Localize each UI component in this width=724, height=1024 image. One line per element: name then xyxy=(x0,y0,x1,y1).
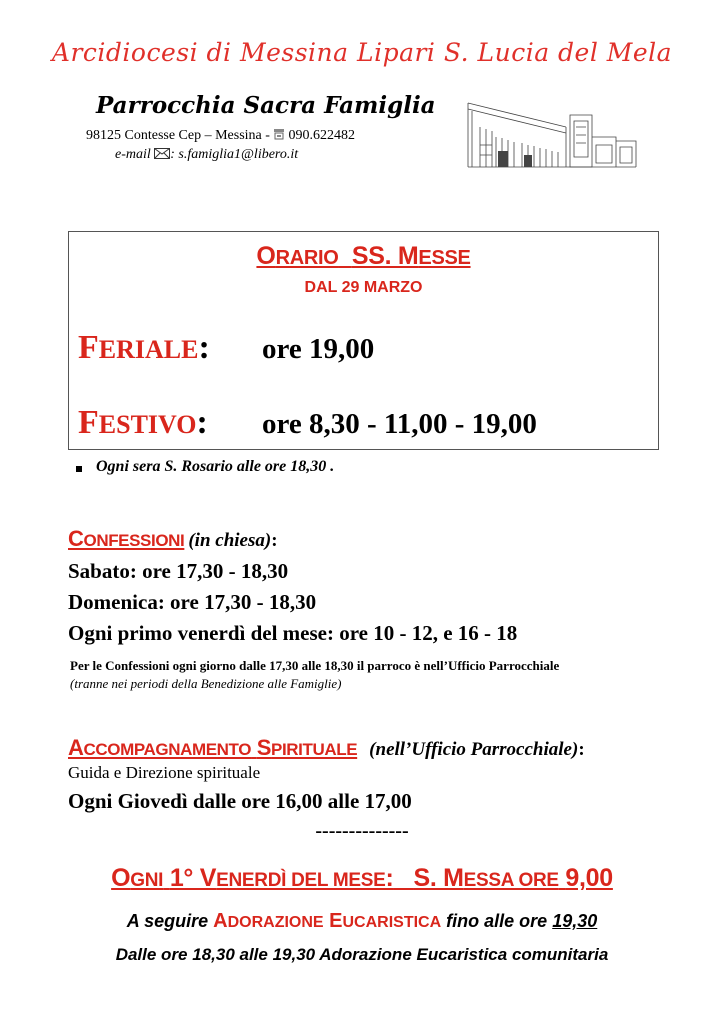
parish-name: Parrocchia Sacra Famiglia xyxy=(96,92,436,119)
spiritual-colon: : xyxy=(578,739,585,760)
weekday-label xyxy=(78,329,210,367)
weekday-colon: : xyxy=(198,329,210,366)
adoration-rest-1: DORAZIONE xyxy=(227,914,324,931)
adoration-lead: A seguire xyxy=(126,911,209,931)
rosary-note: Ogni sera S. Rosario alle ore 18,30 . xyxy=(96,458,335,475)
confessions-rest: ONFESSIONI xyxy=(83,531,185,550)
spiritual-rest-2: PIRITUALE xyxy=(271,740,358,759)
envelope-icon xyxy=(154,148,170,159)
confessions-colon: : xyxy=(271,530,278,551)
spiritual-initial-1: A xyxy=(68,735,84,760)
ff-rest-3: ESSA ORE xyxy=(463,870,559,891)
confessions-sunday: Domenica: ore 17,30 - 18,30 xyxy=(68,590,317,614)
separator-dashes: -------------- xyxy=(315,820,409,842)
holiday-initial: F xyxy=(78,404,99,441)
weekday-initial: F xyxy=(78,329,99,366)
holiday-colon: : xyxy=(196,404,208,441)
spiritual-rest-1: CCOMPAGNAMENTO xyxy=(83,740,252,759)
mass-schedule-title xyxy=(68,242,659,271)
phone-icon xyxy=(273,128,285,140)
holiday-label xyxy=(78,404,208,442)
adoration-until-time: 19,30 xyxy=(552,911,598,931)
title-rest: RARIO xyxy=(275,247,339,269)
holiday-time: ore 8,30 - 11,00 - 19,00 xyxy=(262,408,537,440)
weekday-rest: ERIALE xyxy=(98,335,199,364)
holiday-rest: ESTIVO xyxy=(98,410,197,439)
adoration-title xyxy=(213,910,441,932)
adoration-initial-1: A xyxy=(213,910,228,932)
confessions-saturday: Sabato: ore 17,30 - 18,30 xyxy=(68,559,289,583)
spiritual-heading xyxy=(68,735,357,760)
confessions-exception: (tranne nei periodi della Benedizione alle Famiglie) xyxy=(70,676,342,691)
title-initial: O xyxy=(256,242,276,270)
email-address: : s.famiglia1@libero.it xyxy=(170,147,299,162)
adoration-line xyxy=(0,910,724,933)
ff-initial-2: 1° V xyxy=(169,864,217,892)
spiritual-guide: Guida e Direzione spirituale xyxy=(68,763,261,782)
confessions-heading xyxy=(68,526,184,551)
spiritual-initial-2: S xyxy=(256,735,272,760)
church-drawing xyxy=(466,97,638,169)
spiritual-heading-row xyxy=(68,735,585,761)
first-friday-heading xyxy=(0,864,724,893)
parish-address xyxy=(86,128,355,144)
community-adoration: Dalle ore 18,30 alle 19,30 Adorazione Eucaristica comunitaria xyxy=(115,945,609,964)
adoration-rest-2: UCARISTICA xyxy=(342,914,442,931)
confessions-location: (in chiesa) xyxy=(188,530,272,551)
confessions-note: Per le Confessioni ogni giorno dalle 17,30 alle 18,30 il parroco è nell’Ufficio Parrocchiale xyxy=(70,658,560,673)
address-text: 98125 Contesse Cep – Messina - xyxy=(86,128,274,143)
title-second-rest: ESSE xyxy=(418,247,471,269)
parish-email xyxy=(115,147,298,163)
confessions-heading-row xyxy=(68,526,278,552)
ff-initial-1: O xyxy=(111,864,131,892)
spiritual-location: (nell’Ufficio Parrocchiale) xyxy=(369,739,579,760)
confessions-first-friday: Ogni primo venerdì del mese: ore 10 - 12, e 16 - 18 xyxy=(68,621,518,645)
weekday-time: ore 19,00 xyxy=(262,333,375,365)
title-second-initial: SS. M xyxy=(351,242,419,270)
ff-colon: : xyxy=(385,864,394,892)
mass-schedule-date: DAL 29 MARZO xyxy=(304,279,423,296)
phone-number: 090.622482 xyxy=(288,128,355,143)
adoration-initial-2: E xyxy=(329,910,343,932)
bullet-square xyxy=(76,466,82,472)
ff-rest-1: GNI xyxy=(130,870,164,891)
email-label: e-mail xyxy=(115,147,155,162)
ff-time: 9,00 xyxy=(565,864,613,892)
ff-rest-2: ENERDÌ DEL MESE xyxy=(216,870,386,891)
adoration-until: fino alle ore xyxy=(446,911,548,931)
ff-initial-3: S. M xyxy=(413,864,464,892)
diocese-title: Arcidiocesi di Messina Lipari S. Lucia del Mela xyxy=(51,38,673,67)
confessions-initial: C xyxy=(68,526,84,551)
spiritual-thursday: Ogni Giovedì dalle ore 16,00 alle 17,00 xyxy=(68,789,412,813)
